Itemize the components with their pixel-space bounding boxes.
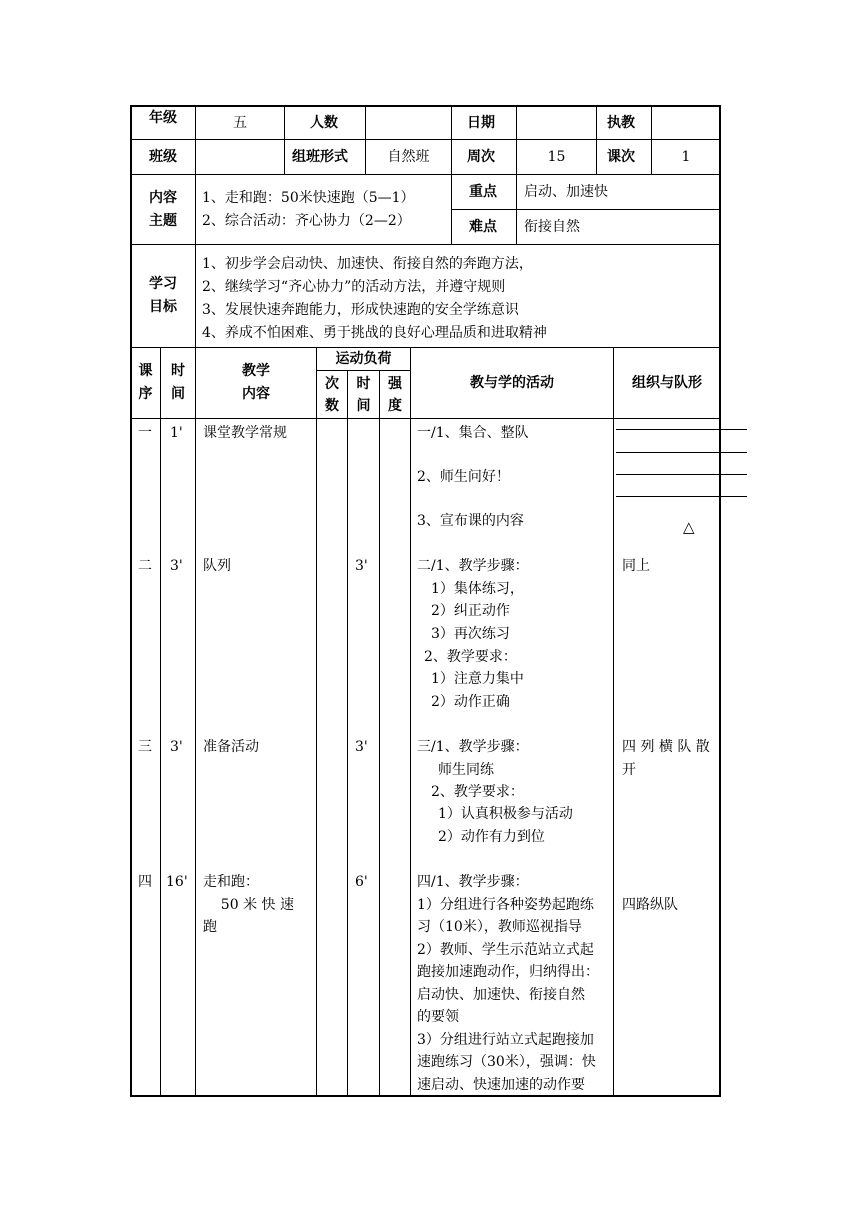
row-activity-line: 1）认真积极参与活动 [438,806,573,822]
grid-line [195,348,196,1096]
content-label-2: 主题 [149,213,177,229]
row-activity-line: 2、师生问好！ [417,469,510,485]
col-time-header-2: 间 [171,386,185,402]
objectives-label: 学习 [149,276,177,292]
grid-line [451,209,720,210]
col-seq-header: 课 [138,363,153,379]
group-form-value: 自然班 [387,149,430,165]
row-activity-line: 习（10米），教师巡视指导 [417,919,582,935]
row-time: 3' [170,739,183,755]
col-load-time-header: 时 [356,376,371,392]
row-activity-line: 师生同练 [438,762,494,778]
row-activity-line: 三/1、教学步骤： [417,739,529,755]
grid-line [379,371,380,1096]
objectives-label-2: 目标 [149,299,177,315]
row-seq: 二 [138,558,152,574]
col-load-count-header: 次 [325,376,339,392]
row-content: 走和跑： [203,874,259,890]
difficulty-label: 难点 [469,219,497,235]
formation-line [616,452,747,453]
row-content: 课堂教学常规 [203,425,287,441]
col-time-header: 时 [171,363,185,379]
week-label: 周次 [467,149,495,165]
objective-item: 1、初步学会启动快、加速快、衔接自然的奔跑方法， [202,256,533,272]
grid-line [410,348,411,1096]
lesson-label: 课次 [607,149,635,165]
difficulty-value: 衔接自然 [524,219,580,235]
row-activity-line: 启动快、加速快、衔接自然 [417,987,585,1003]
grid-line [316,348,317,1096]
key-point-label: 重点 [469,184,497,200]
class-label: 班级 [149,149,177,165]
week-value: 15 [547,149,566,165]
formation-line [616,496,747,497]
content-item: 2、综合活动：齐心协力（2—2） [202,213,411,229]
row-activity-line: 的要领 [417,1009,459,1025]
col-content-header: 教学 [242,363,270,379]
lesson-value: 1 [681,149,691,165]
row-activity-line: 二/1、教学步骤： [417,558,529,574]
row-activity-line: 3）分组进行站立式起跑接加 [417,1032,594,1048]
col-load-header: 运动负荷 [335,351,392,367]
grid-line [596,106,597,175]
teacher-label: 执教 [607,115,635,131]
row-load-time: 6' [355,874,368,890]
content-label: 内容 [149,190,177,206]
row-activity-line: 跑接加速跑动作，归纳得出： [417,964,599,980]
row-time: 1' [170,425,183,441]
formation-line [616,474,747,475]
col-seq-header-2: 序 [138,386,153,402]
key-point-value: 启动、加速快 [524,184,608,200]
col-load-count-header-2: 数 [325,398,339,414]
row-organization: 开 [622,762,636,778]
grid-line [347,371,348,1096]
group-form-label: 组班形式 [292,149,348,165]
row-content: 队列 [203,558,231,574]
col-activity-header: 教与学的活动 [470,375,554,391]
row-seq: 四 [138,874,152,890]
count-label: 人数 [310,115,338,131]
row-activity-line: 一/1、集合、整队 [417,425,529,441]
grid-line [451,106,452,245]
row-activity-line: 2）纠正动作 [431,603,510,619]
row-activity-line: 速启动、快速加速的动作要 [417,1077,585,1093]
grade-label: 年级 [149,110,177,126]
row-activity-line: 2）动作正确 [431,694,510,710]
grid-line [131,174,720,175]
grid-line [131,139,720,140]
row-organization: 四路纵队 [622,897,678,913]
row-activity-line: 2、教学要求： [424,649,517,665]
row-activity-line: 四/1、教学步骤： [417,874,529,890]
row-activity-line: 1）注意力集中 [431,671,524,687]
grid-line [613,348,614,1096]
row-activity-line: 2）教师、学生示范站立式起 [417,942,594,958]
row-activity-line: 2）动作有力到位 [438,829,545,845]
objective-item: 2、继续学习“齐心协力”的活动方法，并遵守规则 [202,279,506,295]
grid-line [131,418,720,419]
grid-line [131,244,720,245]
grid-line [131,347,720,348]
row-load-time: 3' [355,739,368,755]
row-time: 16' [166,874,188,890]
formation-line [616,429,747,430]
row-activity-line: 1）分组进行各种姿势起跑练 [417,897,594,913]
grid-line [316,370,410,371]
grid-line [195,175,196,348]
grid-line [160,348,161,1096]
date-label: 日期 [467,115,495,131]
row-content: 跑 [203,919,217,935]
row-load-time: 3' [355,558,368,574]
col-content-header-2: 内容 [242,386,270,402]
objective-item: 3、发展快速奔跑能力，形成快速跑的安全学练意识 [202,302,519,318]
row-time: 3' [170,558,183,574]
objective-item: 4、养成不怕困难、勇于挑战的良好心理品质和进取精神 [202,325,547,341]
row-activity-line: 速跑练习（30米），强调：快 [417,1054,596,1070]
col-load-intensity-header: 强 [388,376,402,392]
row-content: 准备活动 [203,739,259,755]
grade-value: 五 [233,115,247,131]
row-activity-line: 3）再次练习 [431,626,510,642]
row-activity-line: 3、宣布课的内容 [417,513,524,529]
teacher-triangle-icon: △ [683,518,695,536]
row-organization: 同上 [622,558,650,574]
col-load-time-header-2: 间 [356,398,371,414]
grid-line [516,106,517,245]
row-content: 50 米 快 速 [203,897,294,913]
row-seq: 三 [138,739,152,755]
row-activity-line: 2、教学要求： [431,784,524,800]
row-seq: 一 [138,425,152,441]
row-activity-line: 1）集体练习， [431,581,524,597]
content-item: 1、走和跑：50米快速跑（5—1） [202,190,415,206]
col-load-intensity-header-2: 度 [388,398,402,414]
row-organization: 四 列 横 队 散 [622,739,710,755]
grid-line [284,106,285,175]
col-organization-header: 组织与队形 [632,375,702,391]
